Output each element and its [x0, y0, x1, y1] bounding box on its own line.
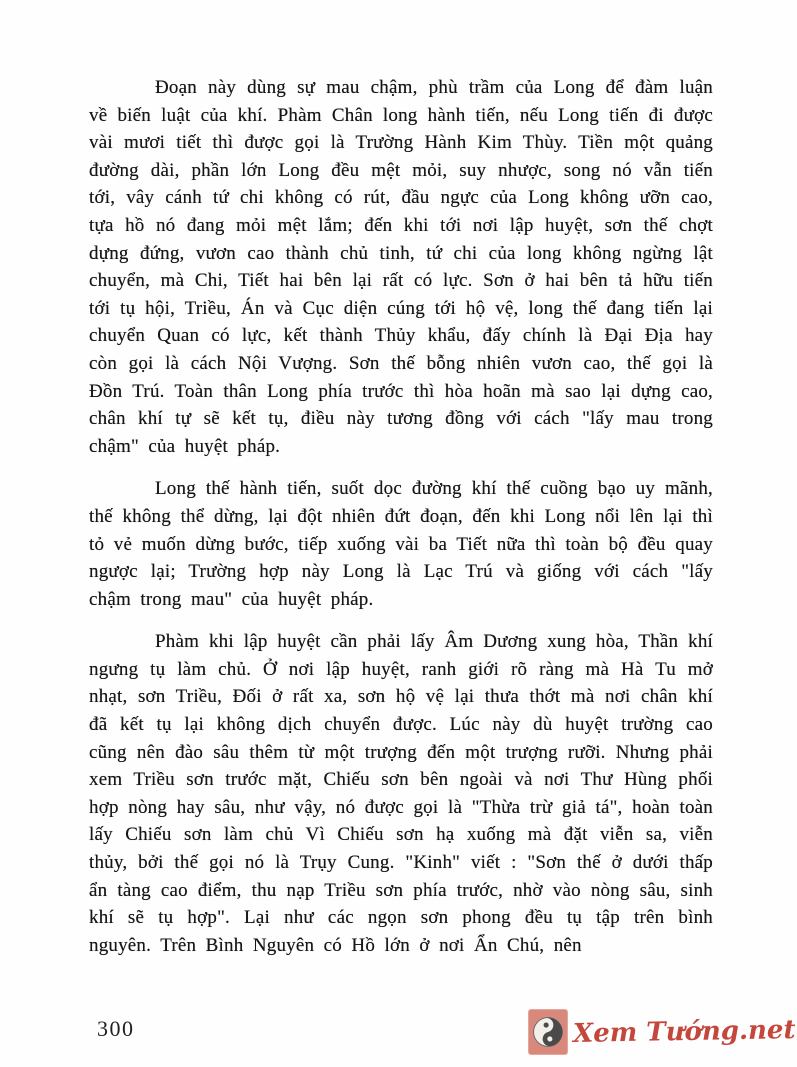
body-paragraph: Phàm khi lập huyệt cần phải lấy Âm Dương xung hòa, Thần khí ngưng tụ làm chủ. Ở nơi lập huyệt, ranh giới rõ ràng mà Hà Tu mở nhạt, sơn Triều, Đối ở rất xa, sơn hộ vệ lại thưa thớt mà nơi chân khí đã kết tụ lại không dịch chuyển được. Lúc này dù huyệt trường cao cũng nên đào sâu thêm từ một trượng đến một trượng rưỡi. Nhưng phải xem Triều sơn trước mặt, Chiếu sơn bên ngoài và nơi Thư Hùng phối hợp nòng hay sâu, như vậy, nó được gọi là "Thừa trừ giả tá", hoàn toàn lấy Chiếu sơn làm chủ Vì Chiếu sơn hạ xuống mà đặt viễn sa, viễn thủy, bởi thế gọi nó là Trụy Cung. "Kinh" viết : "Sơn thế ở dưới thấp ẩn tàng cao điểm, thu nạp Triều sơn phía trước, nhờ vào nòng sâu, sinh khí sẽ tụ hợp". Lại như các ngọn sơn phong đều tụ tập trên bình nguyên. Trên Bình Nguyên có Hồ lớn ở nơi Ẩn Chú, nên [89, 631, 713, 956]
body-paragraph: Long thế hành tiến, suốt dọc đường khí thế cuồng bạo uy mãnh, thế không thể dừng, lại đột nhiên đứt đoạn, đến khi Long nổi lên lại thì tỏ vẻ muốn dừng bước, tiếp xuống vài ba Tiết nữa thì toàn bộ đều quay ngược lại; Trường hợp này Long là Lạc Trú và giống với cách "lấy chậm trong mau" của huyệt pháp. [89, 478, 713, 610]
watermark [528, 1009, 795, 1055]
watermark-text: Xem Tướng.net [572, 1015, 796, 1049]
page-number: 300 [97, 1016, 135, 1041]
body-paragraph: Đoạn này dùng sự mau chậm, phù trầm của Long để đàm luận về biến luật của khí. Phàm Chân long hành tiến, nếu Long tiến đi được vài mươi tiết thì được gọi là Trường Hành Kim Thùy. Tiền một quảng đường dài, phần lớn Long đều mệt mỏi, suy nhược, song nó vẫn tiến tới, vây cánh tứ chi không có rút, đầu ngực của Long không ưỡn cao, tựa hồ nó đang mỏi mệt lắm; đến khi tới nơi lập huyệt, sơn thế chợt dựng đứng, vươn cao thành chủ tinh, tứ chi của long không ngừng lật chuyển, mà Chi, Tiết hai bên lại rất có lực. Sơn ở hai bên tả hữu tiến tới tụ hội, Triều, Án và Cục diện cúng tới hộ vệ, long thế đang tiến lại chuyển Quan có lực, kết thành Thủy khẩu, đấy chính là Đại Địa hay còn gọi là cách Nội Vượng. Sơn thế bỗng nhiên vươn cao, thế gọi là Đồn Trú. Toàn thân Long phía trước thì hòa hoãn mà sao lại dựng cao, chân khí tự sẽ kết tụ, điều này tương đồng với cách "lấy mau trong chậm" của huyệt pháp. [89, 77, 713, 457]
body-text [89, 74, 713, 974]
yin-yang-icon [528, 1009, 568, 1055]
